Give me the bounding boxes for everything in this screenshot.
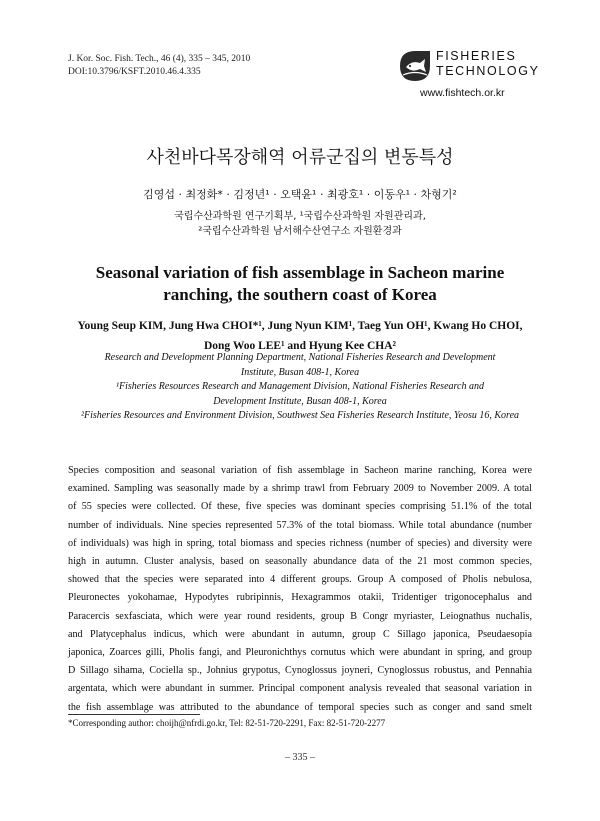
abstract-line: showed that the species were separated into 4 different groups. Group A composed of Pholis nebulosa, bbox=[68, 574, 532, 586]
abstract-line: Paracercis sexfasciata, which were year round residents, group B Congr myriaster, Leiognathus nuchalis, bbox=[68, 610, 532, 622]
abstract-line: of 55 species were collected. Of these, five species was dominant species comprising 51.1% of the total bbox=[68, 501, 532, 513]
abstract-line: number of individuals. Nine species represented 57.3% of the total biomass. While total abundance (number bbox=[68, 519, 532, 531]
journal-citation-block bbox=[68, 53, 250, 79]
affiliation-line: Institute, Busan 408-1, Korea bbox=[240, 366, 360, 378]
abstract-line: the fish assemblage was attributed to the abundance of temporal species such as conger and sand smelt bbox=[68, 701, 532, 713]
affiliations bbox=[62, 351, 538, 424]
abstract-line: examined. Sampling was seasonally made by a shrimp trawl from February 2009 to November 2009. A total bbox=[68, 483, 532, 495]
logo-wordmark-line1: FISHERIES bbox=[436, 49, 517, 63]
logo-wordmark-line2: TECHNOLOGY bbox=[436, 64, 540, 78]
korean-affiliation-1: 국립수산과학원 연구기획부, ¹국립수산과학원 자원관리과, bbox=[174, 211, 426, 222]
affiliation-line: Research and Development Planning Department, National Fisheries Research and Development bbox=[104, 352, 496, 363]
paper-title-line1: Seasonal variation of fish assemblage in Sacheon marine bbox=[95, 263, 505, 282]
abstract-line: D Sillago sihama, Cociella sp., Johnius grypotus, Cynoglossus joyneri, Cynoglossus robustus, and Pennahia bbox=[68, 665, 532, 677]
journal-logo bbox=[398, 49, 538, 83]
abstract bbox=[68, 462, 532, 717]
abstract-line: argentata, which were abundant in summer. Principal component analysis revealed that seasonal variation in bbox=[68, 683, 532, 695]
journal-citation: J. Kor. Soc. Fish. Tech., 46 (4), 335 – 345, 2010 bbox=[68, 54, 251, 64]
paper-title bbox=[60, 262, 540, 306]
abstract-line: of individuals) was high in spring, total biomass and species richness (number of species) and diversity were bbox=[68, 537, 532, 549]
abstract-line: Species composition and seasonal variation of fish assemblage in Sacheon marine ranching, Korea were bbox=[68, 465, 532, 476]
korean-title: 사천바다목장해역 어류군집의 변동특성 bbox=[146, 147, 454, 168]
affiliation-line: ²Fisheries Resources and Environment Division, Southwest Sea Fisheries Research Institute, Yeosu 16, Korea bbox=[80, 410, 520, 421]
author-list-line1: Young Seup KIM, Jung Hwa CHOI*¹, Jung Nyun KIM¹, Taeg Yun OH¹, Kwang Ho CHOI, bbox=[77, 320, 523, 332]
journal-url[interactable]: www.fishtech.or.kr bbox=[420, 87, 505, 99]
page-number: – 335 – bbox=[285, 752, 315, 763]
affiliation-line: Development Institute, Busan 408-1, Korea bbox=[213, 395, 387, 407]
doi: DOI:10.3796/KSFT.2010.46.4.335 bbox=[68, 67, 201, 77]
affiliation-line: ¹Fisheries Resources Research and Management Division, National Fisheries Research and bbox=[116, 381, 484, 392]
fish-emblem-icon bbox=[398, 49, 432, 83]
corresponding-author-footnote: *Corresponding author: choijh@nfrdi.go.kr, Tel: 82-51-720-2291, Fax: 82-51-720-2277 bbox=[68, 718, 386, 728]
paper-title-line2: ranching, the southern coast of Korea bbox=[163, 285, 437, 304]
abstract-line: Pleuronectes yokohamae, Hypodytes rubripinnis, Hexagrammos otakii, Tridentiger trigonocephalus and bbox=[68, 592, 532, 604]
author-list-line2: Dong Woo LEE¹ and Hyung Kee CHA² bbox=[203, 340, 396, 352]
abstract-line: japonica, Zoarces gilli, Pholis fangi, and Pleuronichthys cornutus which were abundant in spring, and group bbox=[68, 647, 532, 659]
abstract-line: high in autumn. Cluster analysis, based on seasonally abundance data of the 21 most common species, bbox=[68, 556, 532, 568]
footnote-divider bbox=[68, 714, 200, 715]
korean-authors: 김영섭 · 최정화* · 김정년¹ · 오택윤¹ · 최광호¹ · 이동우¹ · 차형기² bbox=[143, 188, 457, 201]
abstract-line: and Platycephalus indicus, which were abundant in autumn, group C Sillago japonica, Pseudaesopia bbox=[68, 628, 532, 640]
author-list bbox=[40, 316, 560, 356]
korean-affiliation-2: ²국립수산과학원 남서해수산연구소 자원환경과 bbox=[198, 226, 402, 237]
